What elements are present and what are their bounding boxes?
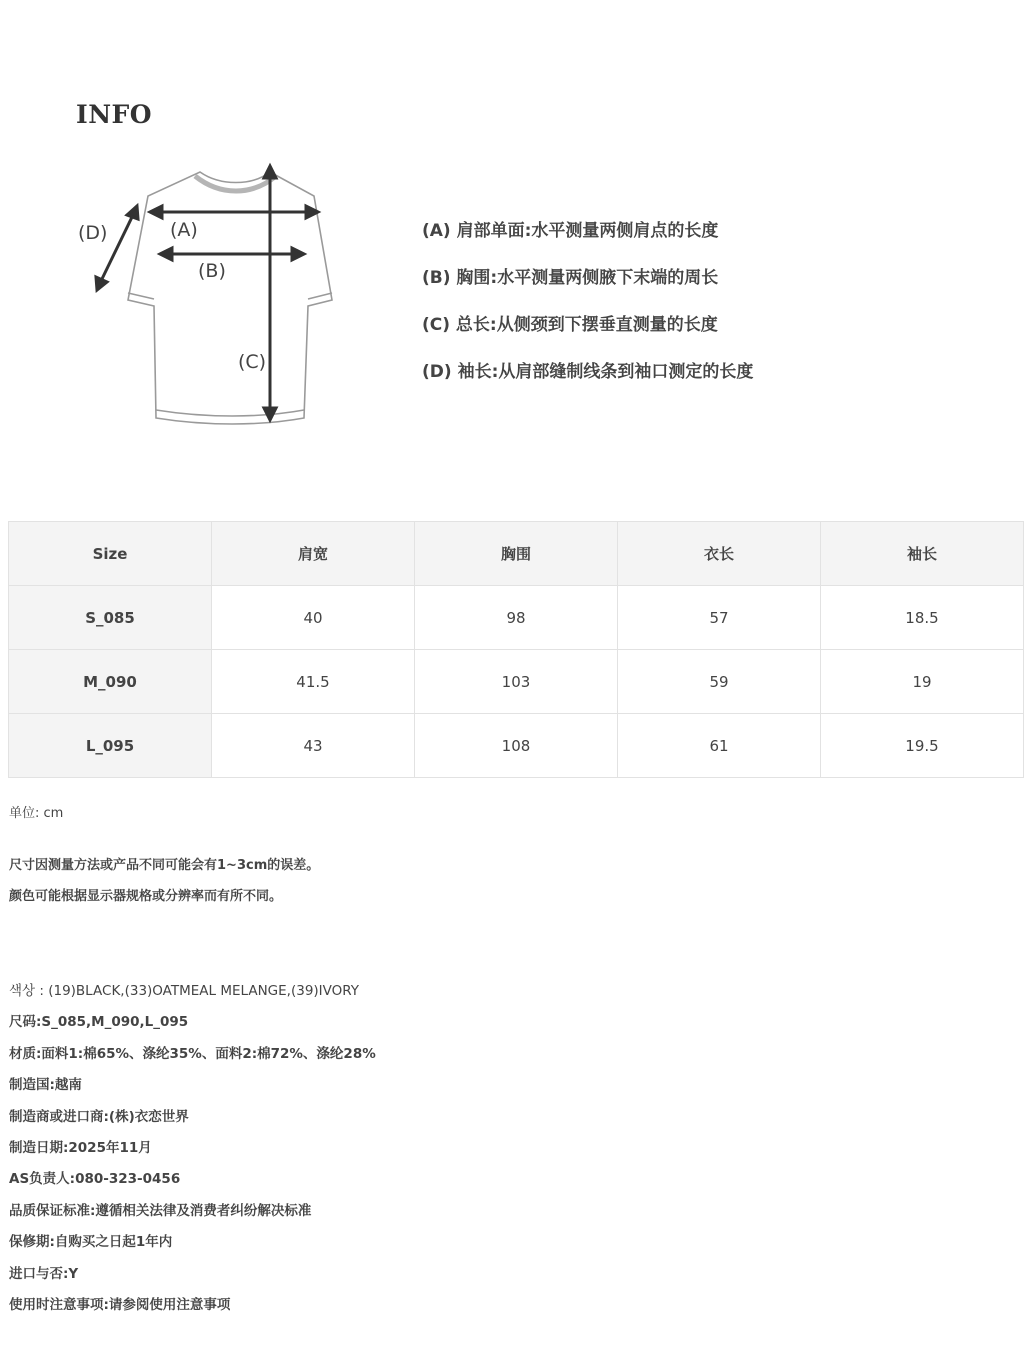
table-cell: 18.5 [821, 586, 1024, 650]
measure-b-arrow [160, 248, 304, 260]
measurement-legend [422, 218, 753, 406]
measure-c-arrow [264, 166, 276, 420]
table-cell: 19.5 [821, 714, 1024, 778]
size-table [8, 521, 1024, 778]
legend-item-c: (C) 总长:从侧颈到下摆垂直测量的长度 [422, 315, 718, 335]
table-cell: 103 [415, 650, 618, 714]
spec-country: 制造国:越南 [9, 1077, 82, 1094]
spec-usage: 使用时注意事项:请参阅使用注意事项 [9, 1296, 231, 1313]
header-sleeve: 袖长 [821, 522, 1024, 586]
table-row [9, 586, 1024, 650]
label-c: (C) [238, 351, 267, 373]
label-b: (B) [198, 260, 226, 282]
product-specs [9, 980, 376, 1325]
spec-date: 制造日期:2025年11月 [9, 1139, 152, 1156]
table-cell: M_090 [9, 650, 212, 714]
table-header-row [9, 522, 1024, 586]
table-cell: 57 [618, 586, 821, 650]
table-cell: 59 [618, 650, 821, 714]
spec-size: 尺码:S_085,M_090,L_095 [9, 1014, 189, 1031]
unit-note: 单位: cm [9, 806, 64, 821]
color-variance-note: 颜色可能根据显示器规格或分辨率而有所不同。 [9, 889, 283, 904]
spec-import: 进口与否:Y [9, 1265, 79, 1282]
spec-as-contact: AS负责人:080-323-0456 [9, 1171, 181, 1188]
spec-quality: 品质保证标准:遵循相关法律及消费者纠纷解决标准 [9, 1202, 312, 1219]
spec-manufacturer: 制造商或进口商:(株)衣恋世界 [9, 1108, 189, 1125]
table-cell: 19 [821, 650, 1024, 714]
page-title: INFO [76, 100, 153, 129]
spec-color: 색상 : (19)BLACK,(33)OATMEAL MELANGE,(39)IVORY [9, 983, 360, 999]
table-cell: S_085 [9, 586, 212, 650]
tshirt-diagram [70, 160, 370, 450]
table-cell: 108 [415, 714, 618, 778]
legend-item-d: (D) 袖长:从肩部缝制线条到袖口测定的长度 [422, 362, 754, 382]
table-row [9, 650, 1024, 714]
measure-a-arrow [150, 206, 318, 218]
table-cell: 40 [212, 586, 415, 650]
spec-material: 材质:面料1:棉65%、涤纶35%、面料2:棉72%、涤纶28% [9, 1045, 376, 1062]
header-chest: 胸围 [415, 522, 618, 586]
table-cell: 61 [618, 714, 821, 778]
spec-warranty: 保修期:自购买之日起1年内 [9, 1234, 173, 1251]
table-cell: 43 [212, 714, 415, 778]
table-cell: 98 [415, 586, 618, 650]
legend-item-b: (B) 胸围:水平测量两侧腋下末端的周长 [422, 268, 719, 288]
legend-item-a: (A) 肩部单面:水平测量两侧肩点的长度 [422, 221, 719, 241]
header-length: 衣长 [618, 522, 821, 586]
table-row [9, 714, 1024, 778]
table-cell: L_095 [9, 714, 212, 778]
label-a: (A) [170, 219, 198, 241]
measurement-error-note: 尺寸因测量方法或产品不同可能会有1~3cm的误差。 [9, 858, 320, 873]
label-d: (D) [78, 222, 108, 244]
header-size: Size [9, 522, 212, 586]
table-cell: 41.5 [212, 650, 415, 714]
header-shoulder: 肩宽 [212, 522, 415, 586]
